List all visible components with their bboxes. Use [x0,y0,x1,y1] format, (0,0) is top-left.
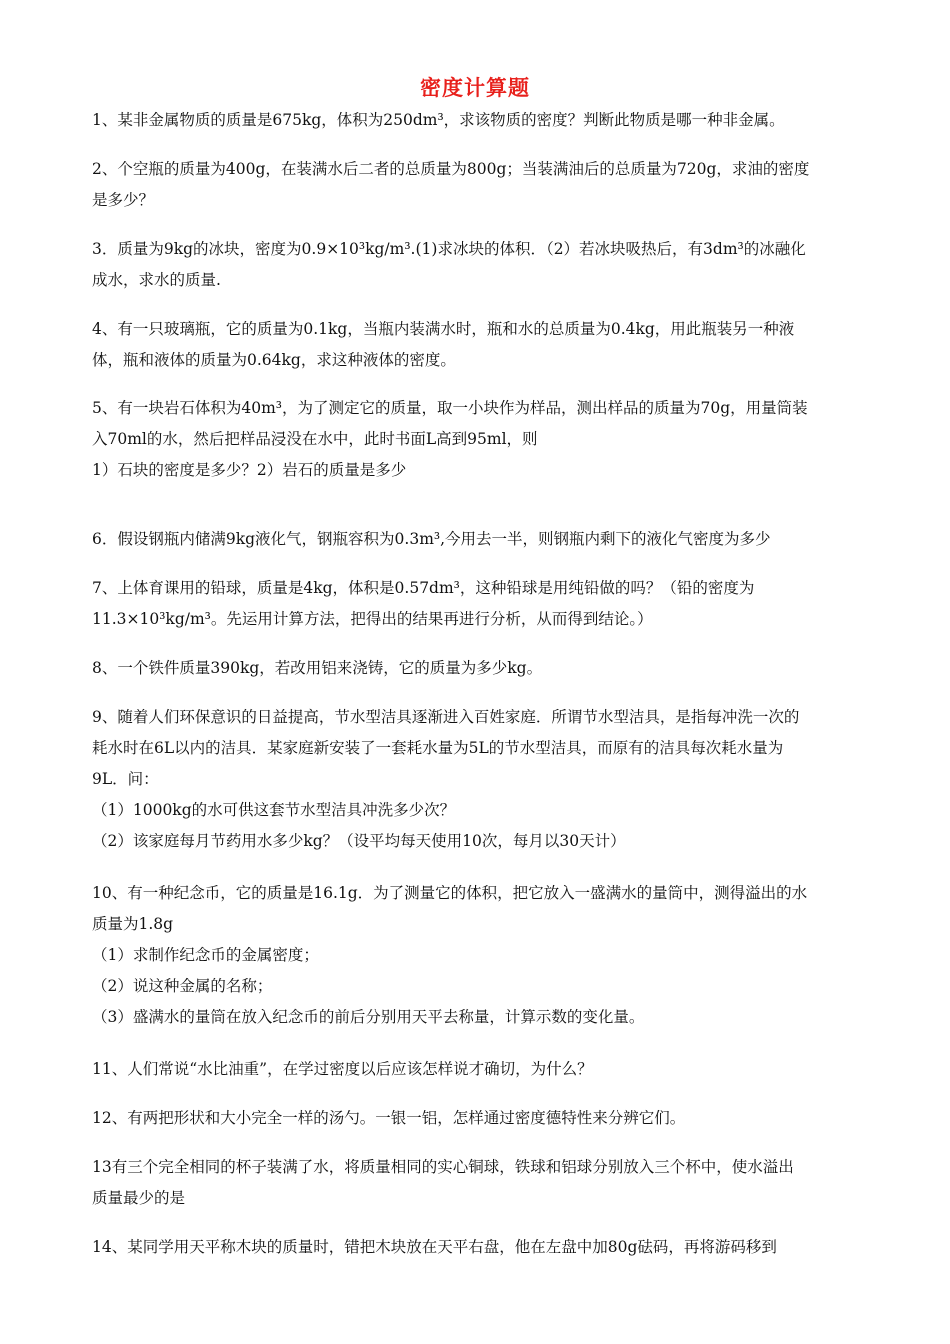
question-line: 11、人们常说“水比油重”，在学过密度以后应该怎样说才确切，为什么？ [92,1060,593,1078]
question-10 [92,878,870,1033]
question-line: 10、有一种纪念币，它的质量是16.1g．为了测量它的体积，把它放入一盛满水的量筒中，测得溢出的水 [92,884,808,902]
question-line: 1）石块的密度是多少？2）岩石的质量是多少 [92,461,407,479]
question-9 [92,702,870,857]
question-line: （1）1000kg的水可供这套节水型洁具冲洗多少次？ [92,801,456,819]
question-line: 7、上体育课用的铅球，质量是4kg，体积是0.57dm³，这种铅球是用纯铅做的吗？（铅的密度为 [92,579,755,597]
question-line: 5、有一块岩石体积为40m³，为了测定它的质量，取一小块作为样品，测出样品的质量为70g，用量筒装 [92,399,808,417]
question-line: 6．假设钢瓶内储满9kg液化气，钢瓶容积为0.3m³,今用去一半，则钢瓶内剩下的液化气密度为多少 [92,530,771,548]
question-7 [92,573,870,635]
question-3 [92,234,870,296]
question-line: 体，瓶和液体的质量为0.64kg，求这种液体的密度。 [92,351,456,369]
question-line: 质量最少的是 [92,1189,186,1207]
question-line: 耗水时在6L以内的洁具．某家庭新安装了一套耗水量为5L的节水型洁具，而原有的洁具每次耗水量为 [92,739,784,757]
question-line: 成水，求水的质量. [92,271,221,289]
question-line: （2）说这种金属的名称； [92,977,273,995]
question-line: （1）求制作纪念币的金属密度； [92,946,319,964]
question-5 [92,393,870,486]
question-14 [92,1232,870,1263]
question-12 [92,1103,870,1134]
question-line: 质量为1.8g [92,915,174,933]
page-title: 密度计算题 [420,76,530,100]
question-13 [92,1152,870,1214]
question-2 [92,154,870,216]
question-1 [92,105,870,136]
question-line: 是多少？ [92,191,155,209]
question-6 [92,524,870,555]
question-line: （2）该家庭每月节药用水多少kg？（设平均每天使用10次，每月以30天计） [92,832,626,850]
question-4 [92,314,870,376]
question-line: 9、随着人们环保意识的日益提高，节水型洁具逐渐进入百姓家庭．所谓节水型洁具，是指每冲洗一次的 [92,708,800,726]
question-line: 2、个空瓶的质量为400g，在装满水后二者的总质量为800g；当装满油后的总质量为720g，求油的密度 [92,160,810,178]
question-line: 12、有两把形状和大小完全一样的汤勺。一银一铝，怎样通过密度德特性来分辨它们。 [92,1109,686,1127]
question-line: 14、某同学用天平称木块的质量时，错把木块放在天平右盘，他在左盘中加80g砝码，再将游码移到 [92,1238,777,1256]
question-line: 8、一个铁件质量390kg，若改用铝来浇铸，它的质量为多少kg。 [92,659,543,677]
question-line: （3）盛满水的量筒在放入纪念币的前后分别用天平去称量，计算示数的变化量。 [92,1008,645,1026]
question-line: 4、有一只玻璃瓶，它的质量为0.1kg，当瓶内装满水时，瓶和水的总质量为0.4kg，用此瓶装另一种液 [92,320,795,338]
question-line: 3．质量为9kg的冰块，密度为0.9×10³kg/m³.(1)求冰块的体积．（2）若冰块吸热后，有3dm³的冰融化 [92,240,806,258]
question-line: 1、某非金属物质的质量是675kg，体积为250dm³，求该物质的密度？判断此物质是哪一种非金属。 [92,111,785,129]
question-8 [92,653,870,684]
question-line: 11.3×10³kg/m³。先运用计算方法，把得出的结果再进行分析，从而得到结论。） [92,610,653,628]
question-11 [92,1054,870,1085]
question-line: 9L．问： [92,770,159,788]
question-line: 13有三个完全相同的杯子装满了水，将质量相同的实心铜球，铁球和铝球分别放入三个杯中，使水溢出 [92,1158,794,1176]
question-line: 入70ml的水，然后把样品浸没在水中，此时书面L高到95ml，则 [92,430,538,448]
